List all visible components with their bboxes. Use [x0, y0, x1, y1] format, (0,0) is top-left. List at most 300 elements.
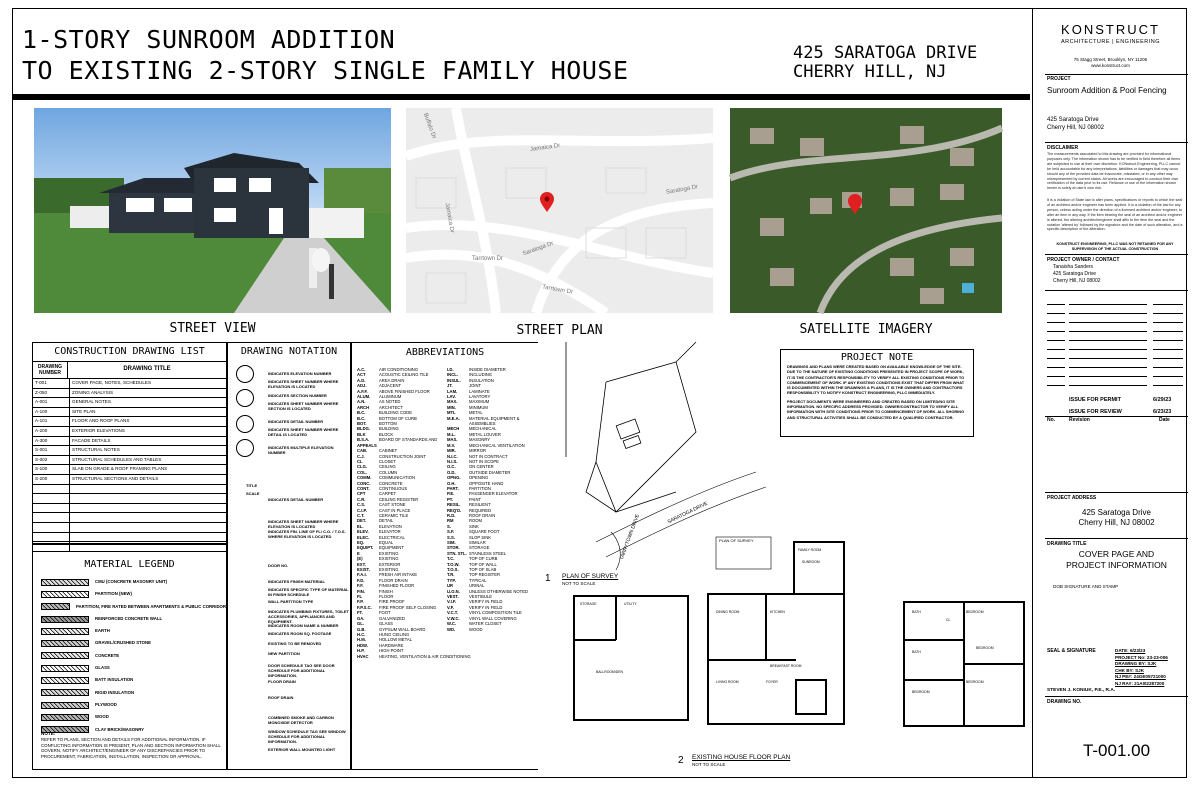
abbreviation-code: U.O.N. — [447, 588, 460, 594]
map-label: Tarrtown Dr — [541, 284, 574, 296]
abbreviation-meaning: GALVANIZED — [379, 615, 405, 621]
drawing-list-row — [33, 485, 226, 495]
abbreviation-meaning: FIRE PROOF — [379, 599, 405, 605]
legend-item — [33, 625, 226, 637]
abbreviation-meaning: PAINT — [469, 496, 482, 502]
abbreviation-code: MAX. — [447, 399, 458, 405]
abbreviation-meaning: VINYL COMPOSITION TILE — [469, 610, 522, 616]
caption-street-view: STREET VIEW — [169, 321, 256, 336]
drawing-number-cell: A-200 — [33, 427, 70, 436]
meta-line: DRAWING BY: SJK — [1115, 661, 1157, 667]
project-note-heading: PROJECT NOTE — [840, 352, 914, 363]
notation-item: TITLE — [246, 483, 258, 488]
abbreviation-meaning: MINIMUM — [469, 404, 488, 410]
notation-item: INDICATES SHEET NUMBER WHERE ELEVATION IS LOCATED — [268, 379, 339, 389]
abbreviation-code: CPT — [357, 491, 366, 497]
abbreviation-code: ELEV. — [357, 529, 369, 535]
notation-item: INDICATES SHEET NUMBER WHERE ELEVATION IS LOCATED — [268, 519, 339, 529]
legend-note-label: NOTE: — [41, 731, 56, 736]
survey-title: PLAN OF SURVEY — [562, 573, 619, 580]
abbreviation-code: P.E. — [447, 491, 455, 497]
abbreviation-code: O.D. — [447, 469, 456, 475]
abbreviation-meaning: FRESH AIR INTAKE — [379, 572, 418, 578]
abbreviation-meaning: TOP OF SLAB — [469, 567, 497, 573]
abbreviation-meaning: VERIFY IN FIELD — [469, 599, 503, 605]
legend-swatch — [41, 665, 89, 672]
abbreviation-meaning: INSIDE DIAMETER — [469, 367, 506, 372]
abbreviation-meaning: URINAL — [469, 583, 485, 589]
abbreviation-meaning: EQUAL — [379, 540, 394, 545]
abbreviation-meaning: FINISH — [379, 588, 393, 594]
abbreviation-meaning: DETAIL — [379, 518, 394, 524]
abbreviation-meaning: OPPOSITE HAND — [469, 480, 504, 486]
legend-label: CLAY BRICK/MASONRY — [95, 726, 145, 732]
drawing-number-cell: A-100 — [33, 408, 70, 417]
room-label: FOYER — [766, 680, 778, 684]
abbreviation-meaning: CAST IN PLACE — [379, 507, 411, 513]
abbreviation-meaning: VINYL WALL COVERING — [469, 615, 517, 621]
abbreviation-code: F.A.I. — [357, 572, 367, 578]
room-label: LIVING ROOM — [716, 680, 739, 684]
owner-label: PROJECT OWNER / CONTACT — [1047, 257, 1120, 263]
notation-item: INDICATES DETAIL NUMBER — [268, 419, 324, 424]
abbreviation-meaning: PASSENGER ELEVATOR — [469, 491, 518, 497]
abbreviation-meaning: MAXIMUM — [469, 399, 490, 405]
project-address-2: Cherry Hill, NJ 08002 — [1078, 518, 1155, 527]
abbreviation-code: M.E.A. — [447, 415, 460, 421]
legend-label: CONCRETE — [95, 652, 120, 658]
drawing-list-row — [33, 417, 226, 427]
abbreviation-meaning: ELEVATOR — [379, 529, 401, 535]
caption-satellite: SATELLITE IMAGERY — [799, 322, 933, 337]
abbreviation-code: V.W.C. — [447, 615, 460, 621]
abbreviation-meaning: ALUMINUM — [379, 394, 402, 400]
map-label: Jamaica Dr — [529, 142, 561, 154]
room-label: DINING ROOM — [716, 610, 740, 614]
drawing-title-label: DRAWING TITLE — [1047, 541, 1087, 547]
abbreviation-code: B.C. — [357, 415, 366, 421]
address-line2: CHERRY HILL, NJ — [793, 62, 947, 82]
room-label: BEDROOM — [966, 610, 984, 614]
notation-item: DOOR SCHEDULE TAG SEE DOOR SCHEDULE FOR ADDITIONAL INFORMATION. — [268, 663, 335, 678]
abbreviation-code: GL. — [357, 621, 364, 627]
abbreviation-meaning: BLOCK — [379, 431, 394, 437]
drawing-list-table — [32, 342, 227, 544]
legend-swatch — [41, 591, 89, 598]
abbreviation-code: S.S. — [447, 534, 455, 540]
drawing-number-cell: S-200 — [33, 475, 70, 484]
abbreviation-code: FIN. — [357, 588, 365, 594]
abbreviation-code: HDW. — [357, 642, 368, 648]
abbreviation-meaning: AREA DRAIN — [379, 377, 405, 383]
map-label: Saratoga Dr — [521, 240, 555, 258]
abbreviation-code: H.P. — [357, 648, 365, 654]
drawing-number-cell: S-100 — [33, 465, 70, 474]
drawing-title-cell: STRUCTURAL NOTES — [72, 447, 120, 453]
legend-item — [33, 588, 226, 600]
legend-swatch — [41, 677, 89, 684]
abbreviation-code: O.H. — [447, 480, 456, 486]
disclaimer-text3: KONSTRUCT ENGINEERING, PLLC WAS NOT RETAINED FOR ANY SUPERVISION OF THE ACTUAL CONSTRUCTION — [1056, 242, 1174, 251]
notation-item: INDICATES MULTIPLE ELEVATION NUMBER — [268, 445, 334, 455]
map-label: Buffalo Dr — [421, 112, 437, 140]
notation-item: FLOOR DRAIN — [268, 679, 296, 684]
abbreviation-code: CLG. — [357, 464, 368, 470]
abbreviation-code: INCL. — [447, 372, 458, 378]
issue-date: 6/23/23 — [1153, 409, 1172, 415]
drawing-notation-heading: DRAWING NOTATION — [240, 346, 338, 357]
legend-item — [33, 687, 226, 699]
notation-item: INDICATES DETAIL NUMBER — [268, 497, 324, 502]
abbreviation-code: N.I.C. — [447, 453, 458, 459]
room-label: BATH — [912, 610, 921, 614]
abbreviation-code: STN. STL. — [447, 550, 467, 556]
drawing-number-cell: A-101 — [33, 417, 70, 426]
abbreviation-meaning: MIRROR — [469, 448, 486, 454]
abbreviation-meaning: TOP OF WALL — [469, 561, 497, 567]
abbreviation-code: UR — [447, 583, 454, 589]
abbreviation-code: FT. — [357, 610, 363, 616]
abbreviation-meaning: VERIFY IN FIELD — [469, 604, 503, 610]
abbreviation-code: BOT. — [357, 421, 367, 427]
abbreviation-code: B.C. — [357, 410, 366, 416]
abbreviation-code: COL. — [357, 469, 368, 475]
abbreviation-code: H.M. — [357, 637, 366, 643]
project-title-line1: 1-STORY SUNROOM ADDITION — [22, 25, 396, 54]
abbreviation-meaning: CEILING REGISTER — [379, 496, 419, 502]
room-label: SUNROOM — [802, 560, 820, 564]
room-label: UTILITY — [624, 602, 637, 606]
abbreviation-code: PART. — [447, 485, 459, 491]
satellite-image — [730, 108, 1002, 313]
drawing-number: T-001.00 — [1082, 741, 1151, 760]
abbreviation-meaning: CERAMIC TILE — [379, 512, 409, 518]
abbreviation-meaning: FIRE PROOF SELF CLOSING — [379, 604, 437, 610]
drawing-list-row — [33, 456, 226, 466]
owner-addr2: Cherry Hill, NJ 08002 — [1053, 278, 1101, 284]
notation-item: WINDOW SCHEDULE TAG SEE WINDOW SCHEDULE FOR ADDITIONAL INFORMATION. — [268, 729, 346, 744]
abbreviation-meaning: PARTITION — [469, 485, 491, 491]
abbreviation-code: CAB. — [357, 448, 368, 454]
legend-swatch — [41, 603, 70, 610]
legend-item — [33, 674, 226, 686]
abbreviations-heading: ABBREVIATIONS — [405, 347, 485, 358]
floor-plan-number: 2 — [678, 755, 684, 766]
abbreviation-meaning: HEATING, VENTILATION & AIR CONDITIONING — [379, 653, 471, 659]
abbreviation-code: T.O.W. — [447, 561, 460, 567]
header-rule — [12, 94, 1030, 100]
abbreviation-code: HVAC — [357, 653, 369, 659]
abbreviation-meaning: MECHANICAL — [469, 426, 497, 432]
abbreviation-code: MTL — [447, 410, 456, 416]
notation-symbol-icon — [236, 415, 254, 433]
existing-floor-plan-drawing — [566, 540, 1026, 750]
project-name: Sunroom Addition & Pool Fencing — [1047, 86, 1167, 95]
drawing-number-cell: A-300 — [33, 437, 70, 446]
project-note — [780, 349, 974, 437]
room-label: BALLROOM/DEN — [596, 670, 623, 674]
notation-item: INDICATES FINISH MATERIAL — [268, 579, 325, 584]
abbreviation-code: S. — [447, 523, 451, 529]
abbreviation-meaning: CONSTRUCTION JOINT — [379, 453, 426, 459]
notation-item: COMBINED SMOKE AND CARBON MONOXIDE DETECTOR — [268, 715, 334, 725]
legend-label: CMU (CONCRETE MASONRY UNIT) — [95, 578, 168, 584]
drawing-title-cell: SITE PLAN — [72, 408, 96, 414]
abbreviation-code: A.N. — [357, 399, 366, 405]
notation-symbol-icon — [236, 439, 254, 457]
abbreviation-code: V.C.T. — [447, 610, 459, 616]
abbreviation-code: RESIL. — [447, 502, 461, 508]
abbreviation-code: VEST. — [447, 594, 459, 600]
drawing-list-row — [33, 465, 226, 475]
abbreviation-code: JT. — [447, 383, 453, 389]
room-label: KITCHEN — [770, 610, 785, 614]
abbreviation-meaning: HIGH POINT — [379, 648, 404, 654]
legend-swatch — [41, 628, 89, 635]
abbreviation-code: BLK — [357, 431, 366, 437]
meta-line: NJ RA#: 21AI02287200 — [1115, 681, 1165, 686]
meta-line: CHK BY: SJK — [1115, 667, 1145, 673]
drawing-list-row — [33, 389, 226, 399]
abbreviation-meaning: METAL LOUVER — [469, 431, 501, 437]
abbreviation-meaning: CABINET — [379, 448, 398, 454]
drawing-list-row — [33, 408, 226, 418]
abbreviation-code: CONC. — [357, 480, 371, 486]
survey-scale: NOT TO SCALE — [562, 581, 596, 586]
abbreviations — [351, 342, 538, 770]
abbreviation-code: C.I.P. — [357, 507, 367, 513]
abbreviation-code: OPNG. — [447, 475, 461, 481]
drawing-list-row — [33, 494, 226, 504]
abbreviation-meaning: WOOD — [469, 626, 483, 632]
abbreviation-meaning: EXISTING — [379, 567, 399, 573]
abbreviation-meaning: INSULATION — [469, 377, 494, 383]
abbreviation-meaning: RESILIENT — [469, 502, 491, 508]
drawing-title-cell: FACADE DETAILS — [72, 437, 111, 443]
issue-desc: ISSUE FOR REVIEW — [1069, 409, 1122, 415]
abbreviation-code: V.I.F. — [447, 599, 457, 605]
drawing-no-label: DRAWING NO. — [1047, 699, 1082, 705]
abbreviation-code: RM — [447, 518, 454, 524]
abbreviation-meaning: SIMILAR — [469, 540, 486, 545]
abbreviation-meaning: BOARD OF STANDARDS AND — [379, 437, 438, 443]
abbreviation-code: G.B. — [357, 626, 366, 632]
room-label: BEDROOM — [976, 646, 994, 650]
notation-item: SCALE — [246, 491, 260, 496]
abbreviation-meaning: TOP OF CURB — [469, 556, 498, 562]
legend-item — [33, 637, 226, 649]
abbreviation-code: R.D. — [447, 512, 456, 518]
abbreviation-meaning: FOOT — [379, 610, 391, 616]
legend-swatch — [41, 616, 89, 623]
abbreviation-meaning: CLOSET — [379, 458, 396, 464]
abbreviation-meaning: TOP REGISTER — [469, 572, 501, 578]
room-label: CL — [946, 618, 951, 622]
col-drawing-title: DRAWING TITLE — [123, 366, 171, 372]
legend-item — [33, 613, 226, 625]
abbreviation-code: GA. — [357, 615, 365, 621]
drawing-list-row — [33, 513, 226, 523]
drawing-notation — [227, 342, 351, 770]
disclaimer-text2: It is a violation of State law to alter plans, specifications or reports to which the seal of an architect and/or engineer has been applied. It is a violation of the law for any person, unless acting under the direction of a licensed architect and/or engineer, to alter an item in any way. If the item bearing the seal of an architect and/or engineer is altered, the altering architect/engineer shall affix to the item the seal and the notation 'altered by' followed by the signature and the date of such alteration, and a specific description of the alteration. — [1047, 198, 1183, 232]
abbreviation-meaning: ON CENTER — [469, 464, 494, 470]
drawing-number-cell: T-001 — [33, 379, 70, 388]
issue-col-revision: Revision — [1069, 417, 1090, 423]
abbreviation-code: MAS. — [447, 437, 458, 443]
abbreviation-meaning: MECHANICAL VENTILATION — [469, 442, 525, 448]
project-address-1: 425 Saratoga Drive — [1082, 508, 1151, 517]
room-label: FAMILY ROOM — [798, 548, 822, 552]
drawing-title-cell: COVER PAGE, NOTES, SCHEDULES — [72, 380, 152, 385]
abbreviation-meaning: CEILING — [379, 464, 396, 470]
abbreviation-code: T.C. — [447, 556, 455, 562]
room-label: BEDROOM — [966, 680, 984, 684]
drawing-list-row — [33, 437, 226, 447]
notation-item: EXTERIOR WALL MOUNTED LIGHT — [268, 747, 336, 752]
drawing-list-row — [33, 398, 226, 408]
abbreviation-code: C.J. — [357, 453, 365, 459]
abbreviation-code: F.P.S.C. — [357, 604, 372, 610]
abbreviation-code: ARCH — [357, 404, 370, 410]
abbreviation-meaning: OPENING — [469, 475, 489, 481]
abbreviation-meaning: EXISTING — [379, 556, 399, 562]
abbreviation-code: E — [357, 550, 360, 556]
notation-item: INDICATES ROOM SQ. FOOTAGE — [268, 631, 332, 636]
legend-label: GRAVEL/CRUSHED STONE — [95, 640, 151, 646]
disclaimer-label: DISCLAIMER — [1047, 145, 1079, 151]
abbreviation-code: SIM. — [447, 540, 456, 545]
abbreviation-code: W.C. — [447, 621, 457, 627]
legend-swatch — [41, 652, 89, 659]
abbreviation-meaning: STAINLESS STEEL — [469, 550, 507, 556]
abbreviation-meaning: EXISTING — [379, 550, 399, 556]
abbreviation-meaning: INCLUDING — [469, 372, 493, 378]
material-legend — [32, 544, 227, 770]
issue-date: 6/29/23 — [1153, 397, 1172, 403]
abbreviation-meaning: HOLLOW METAL — [379, 637, 412, 643]
legend-swatch — [41, 689, 89, 696]
abbreviation-code: M.L. — [447, 431, 456, 437]
survey-number: 1 — [545, 573, 551, 584]
abbreviation-meaning: HUNG CEILING — [379, 631, 410, 637]
legend-item — [33, 650, 226, 662]
abbreviation-meaning: EXTERIOR — [379, 561, 401, 567]
project-note-para1: DRAWINGS AND PLANS WERE CREATED BASED ON AVAILABLE KNOWLEDGE OF THE SITE. DUE TO THE NATURE OF EXISTING CONDITIONS PRESENTED IN PROJECT SCOPE OF WORK, IT IS THE CONTRACTOR'S RESPONSIBILITY TO VERIFY ALL EXISTING CONDITIONS PRIOR TO COMMENCEMENT OF WORK. IF ANY EXISTING CONDITIONS EXIST THAT DIFFER FROM WHAT IS DOCUMENTED WITHIN THE DRAWINGS & PLANS, IT IS THE OWNERS AND CONTRACTORS RESPONSIBILITY TO NOTIFY KONSTRUCT ENGINEERING, PLLC IMMEDIATELY. — [787, 364, 965, 396]
caption-street-plan: STREET PLAN — [516, 323, 603, 338]
notation-symbol-icon — [236, 389, 254, 407]
abbreviation-meaning: BOTTOM — [379, 421, 397, 427]
abbreviation-row — [447, 627, 537, 632]
room-label: BATH — [912, 650, 921, 654]
abbreviation-meaning: VESTIBULE — [469, 594, 493, 600]
abbreviation-meaning: ROOF DRAIN — [469, 512, 496, 518]
material-legend-heading: MATERIAL LEGEND — [84, 559, 175, 570]
drawing-list-heading: CONSTRUCTION DRAWING LIST — [33, 343, 226, 362]
seal-label: SEAL & SIGNATURE — [1047, 648, 1096, 654]
abbreviation-meaning: UNLESS OTHERWISE NOTED — [469, 588, 529, 594]
legend-label: RIGID INSULATION — [95, 689, 135, 695]
legend-item — [33, 662, 226, 674]
abbreviation-code: A.C. — [357, 367, 366, 372]
abbreviation-code: FL — [357, 594, 363, 600]
notation-item: INDICATES FIN. LINE OF FL/ C.O. / T.O.S. WHERE ELEVATION IS LOCATED — [268, 529, 346, 539]
abbreviation-code: INSUL. — [447, 377, 461, 383]
abbreviation-code: A.D. — [357, 377, 366, 383]
legend-item — [33, 724, 226, 736]
road-label-saratoga: SARATOGA DRIVE — [666, 500, 709, 526]
map-label: Saratoga Dr — [665, 184, 699, 196]
abbreviation-code: S.F. — [447, 529, 455, 535]
drawing-list-rows — [33, 379, 226, 552]
project-addr1: 425 Saratoga Drive — [1047, 117, 1099, 123]
abbreviation-meaning: GYPSUM WALL BOARD — [379, 626, 426, 632]
abbreviation-meaning: EQUIPMENT — [379, 545, 404, 551]
abbreviation-code: H.C. — [357, 631, 366, 637]
abbreviation-meaning: AS NOTED — [379, 399, 401, 405]
abbreviation-meaning: STORAGE — [469, 545, 490, 551]
abbreviation-code: STOR. — [447, 545, 460, 551]
abbreviation-meaning: MASONRY — [469, 437, 491, 443]
owner-name: Tanaisha Sanders — [1053, 264, 1094, 270]
abbreviation-code: F.F. — [357, 583, 364, 589]
abbreviation-code: O.C. — [447, 464, 456, 470]
survey-stamp-title: PLAN OF SURVEY — [719, 538, 754, 543]
abbreviation-code: N.I.S. — [447, 458, 458, 464]
company-website: www.konstruct.com — [1091, 63, 1130, 68]
abbreviation-code: M.V. — [447, 442, 456, 448]
abbreviation-code: F.P. — [357, 599, 364, 605]
abbreviation-code: PT. — [447, 496, 454, 502]
legend-label: PLYWOOD — [95, 701, 117, 707]
legend-label: WOOD — [95, 714, 109, 720]
drawing-title-cell: STRUCTURAL SECTIONS AND DETAILS — [72, 475, 159, 481]
abbreviation-code: APPEALS — [357, 442, 377, 448]
legend-swatch — [41, 640, 89, 647]
drawing-title-cell: ZONING ANALYSIS — [72, 389, 114, 395]
abbreviation-code: CONT. — [357, 485, 370, 491]
abbreviation-code: (E) — [357, 556, 363, 562]
legend-swatch — [41, 714, 89, 721]
abbreviation-meaning: NOT IN SCOPE — [469, 458, 499, 464]
abbreviation-meaning: JOINT — [469, 383, 482, 389]
abbreviation-code: BLDG. — [357, 426, 371, 432]
drawing-list-row — [33, 446, 226, 456]
notation-symbol-icon — [236, 365, 254, 383]
legend-label: GLASS — [95, 665, 110, 671]
drawing-list-row — [33, 379, 226, 389]
material-legend-items — [33, 576, 226, 736]
abbreviation-code: MIR. — [447, 448, 456, 454]
abbreviation-meaning: FLOOR — [379, 594, 394, 600]
abbreviation-code: EQUIPT. — [357, 545, 374, 551]
abbreviation-meaning: WATER CLOSET — [469, 621, 502, 627]
notation-item: DOOR NO. — [268, 563, 289, 568]
abbreviation-code: EXIST. — [357, 567, 370, 573]
issue-col-no: No. — [1047, 417, 1056, 423]
abbreviation-meaning: CONCRETE — [379, 480, 403, 486]
abbreviation-code: DET. — [357, 518, 367, 524]
abbreviation-code: C.S. — [357, 502, 366, 508]
abbreviation-code: REQ'D. — [447, 507, 462, 513]
legend-item — [33, 601, 226, 613]
abbreviation-meaning: ACOUSTIC CEILING TILE — [379, 372, 429, 378]
abbreviation-meaning: SINK — [469, 523, 479, 529]
notation-item: ROOF DRAIN — [268, 695, 294, 700]
abbreviation-meaning: BUILDING CODE — [379, 410, 413, 416]
abbreviation-code: ALUM. — [357, 394, 371, 400]
drawing-list-row — [33, 523, 226, 533]
abbreviation-meaning: NOT IN CONTRACT — [469, 453, 508, 459]
